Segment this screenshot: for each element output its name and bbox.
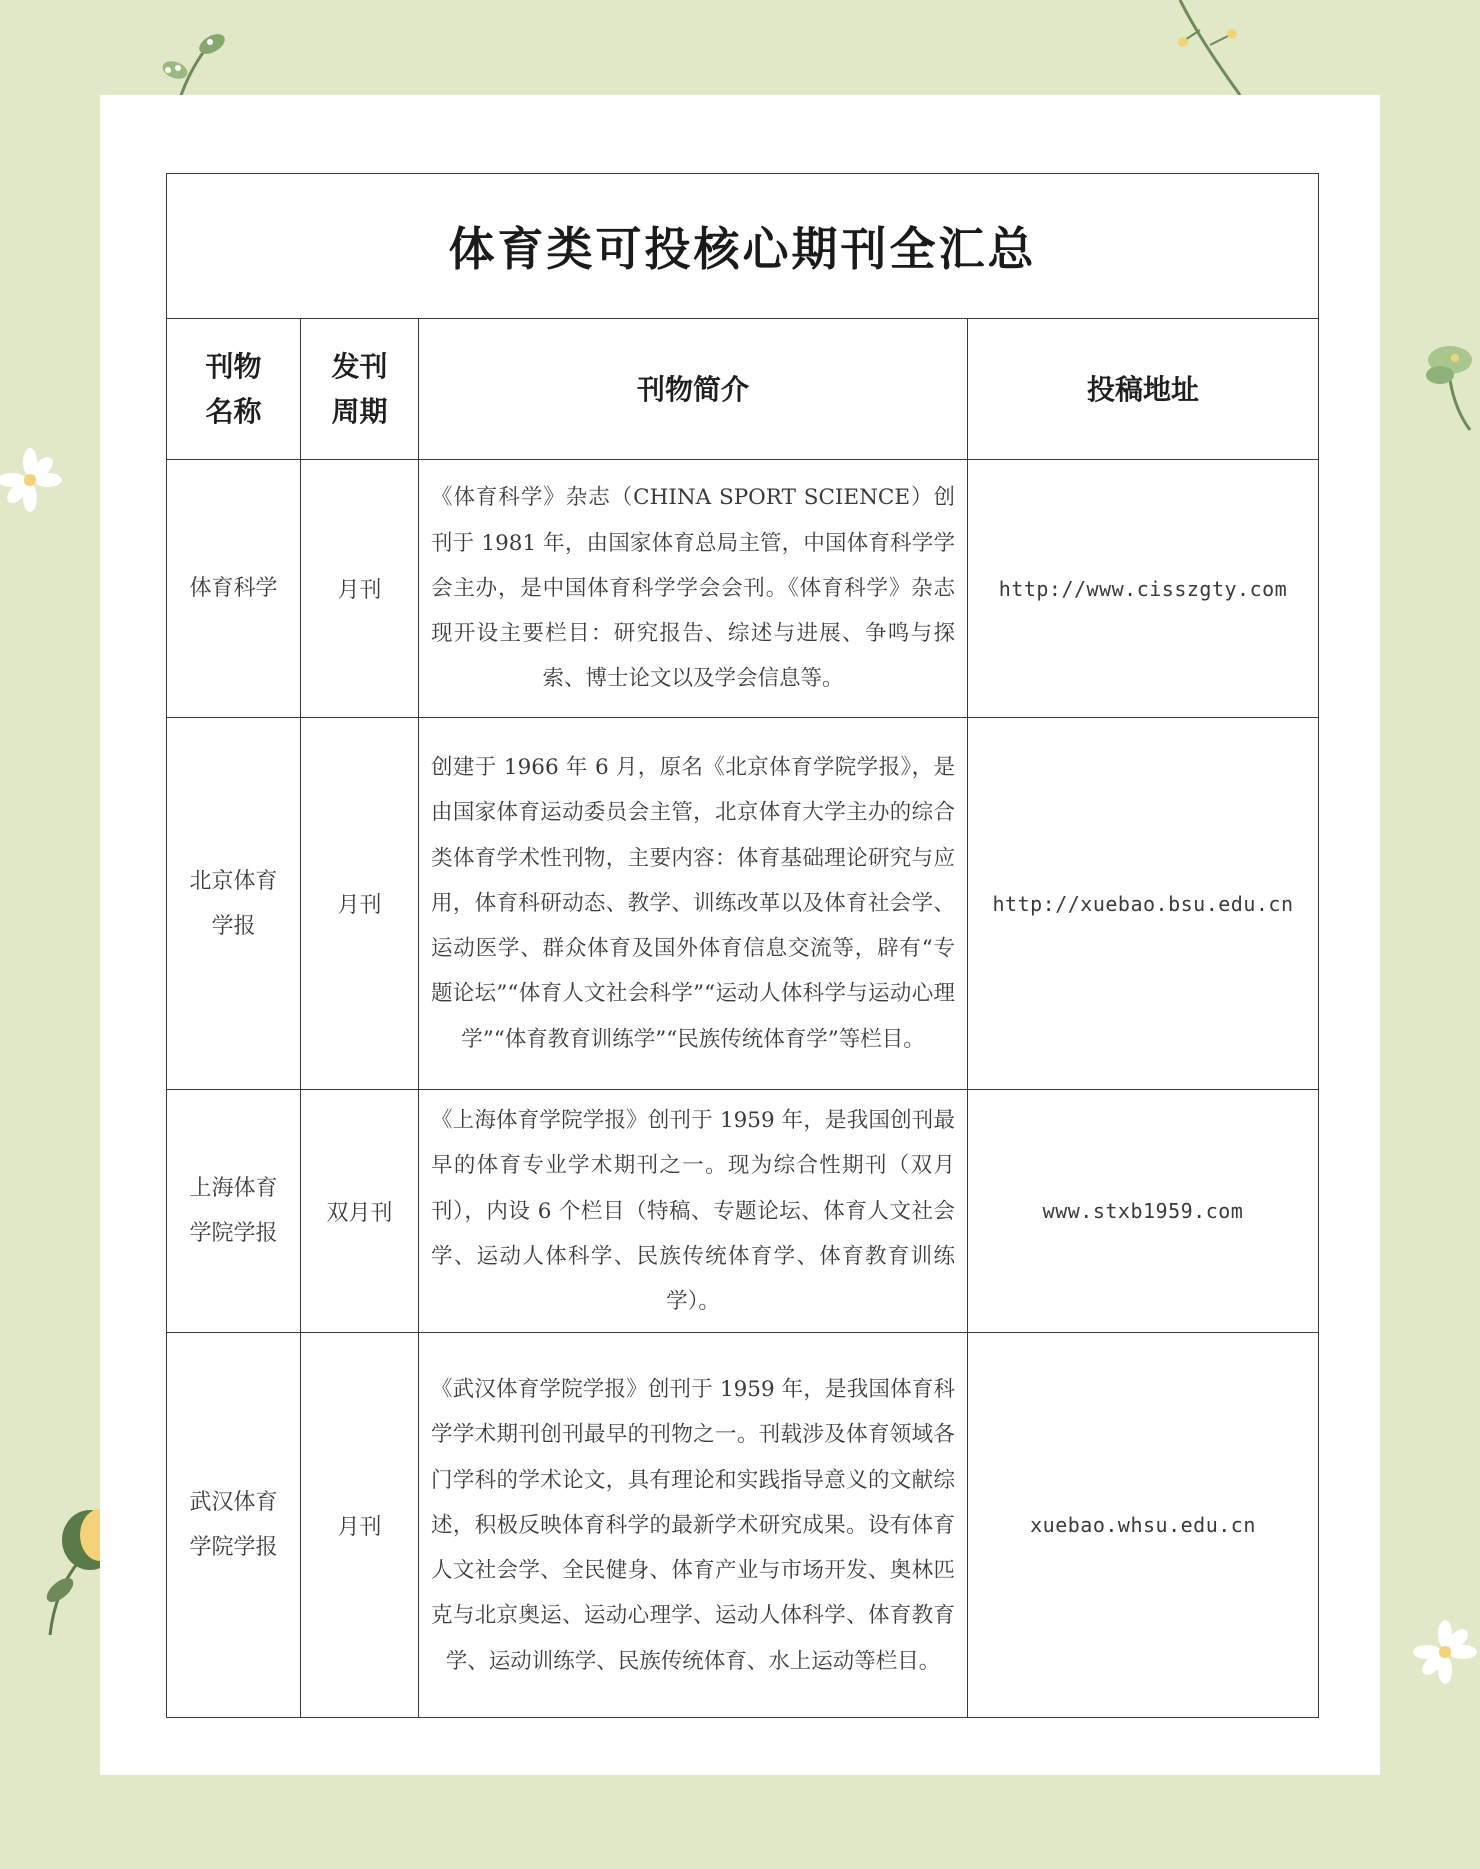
header-name	[167, 319, 301, 460]
journal-period: 月刊	[301, 460, 419, 718]
journal-name	[167, 460, 301, 718]
table-row	[167, 718, 1319, 1090]
header-address: 投稿地址	[968, 319, 1319, 460]
table-row	[167, 460, 1319, 718]
journal-name-text: 体育科学	[189, 576, 278, 601]
flower-right-icon	[1410, 330, 1480, 450]
header-intro: 刊物简介	[419, 319, 968, 460]
header-name-line2: 名称	[205, 395, 262, 428]
journal-table	[166, 173, 1319, 1718]
branch-top-right-icon	[1160, 0, 1280, 95]
daisy-left-icon	[0, 440, 70, 520]
journal-name-text: 上海体育学院学报	[189, 1176, 278, 1247]
journal-url: http://www.cisszgty.com	[968, 460, 1319, 718]
daisy-bottom-right-icon	[1405, 1610, 1480, 1690]
journal-name	[167, 1333, 301, 1718]
leaf-sprig-top-left-icon	[150, 30, 240, 100]
header-period-line2: 周期	[331, 395, 388, 428]
page-title: 体育类可投核心期刊全汇总	[167, 174, 1319, 319]
journal-url: www.stxb1959.com	[968, 1090, 1319, 1333]
journal-intro: 创建于 1966 年 6 月，原名《北京体育学院学报》，是由国家体育运动委员会主管，北京体育大学主办的综合类体育学术性刊物，主要内容：体育基础理论研究与应用，体育科研动态、教学、训练改革以及体育社会学、运动医学、群众体育及国外体育信息交流等，辟有“专题论坛”“体育人文社会科学”“运动人体科学与运动心理学”“体育教育训练学”“民族传统体育学”等栏目。	[419, 718, 968, 1090]
journal-name	[167, 1090, 301, 1333]
paper-sheet	[100, 95, 1380, 1775]
journal-period: 月刊	[301, 1333, 419, 1718]
journal-period: 月刊	[301, 718, 419, 1090]
header-period-line1: 发刊	[331, 350, 388, 383]
journal-name	[167, 718, 301, 1090]
journal-url: http://xuebao.bsu.edu.cn	[968, 718, 1319, 1090]
journal-intro: 《武汉体育学院学报》创刊于 1959 年，是我国体育科学学术期刊创刊最早的刊物之一。刊载涉及体育领域各门学科的学术论文，具有理论和实践指导意义的文献综述，积极反映体育科学的最新学术研究成果。设有体育人文社会学、全民健身、体育产业与市场开发、奥林匹克与北京奥运、运动心理学、运动人体科学、体育教育学、运动训练学、民族传统体育、水上运动等栏目。	[419, 1333, 968, 1718]
header-period	[301, 319, 419, 460]
table-row	[167, 1090, 1319, 1333]
journal-intro: 《体育科学》杂志（CHINA SPORT SCIENCE）创刊于 1981 年，由国家体育总局主管，中国体育科学学会主办，是中国体育科学学会会刊。《体育科学》杂志现开设主要栏目：研究报告、综述与进展、争鸣与探索、博士论文以及学会信息等。	[419, 460, 968, 718]
journal-name-text: 北京体育学报	[189, 868, 278, 939]
table-header-row	[167, 319, 1319, 460]
journal-period: 双月刊	[301, 1090, 419, 1333]
journal-url: xuebao.whsu.edu.cn	[968, 1333, 1319, 1718]
header-name-line1: 刊物	[205, 350, 262, 383]
table-row	[167, 1333, 1319, 1718]
journal-name-text: 武汉体育学院学报	[189, 1490, 278, 1561]
journal-intro: 《上海体育学院学报》创刊于 1959 年，是我国创刊最早的体育专业学术期刊之一。现为综合性期刊（双月刊），内设 6 个栏目（特稿、专题论坛、体育人文社会学、运动人体科学、民族传统体育学、体育教育训练学）。	[419, 1090, 968, 1333]
